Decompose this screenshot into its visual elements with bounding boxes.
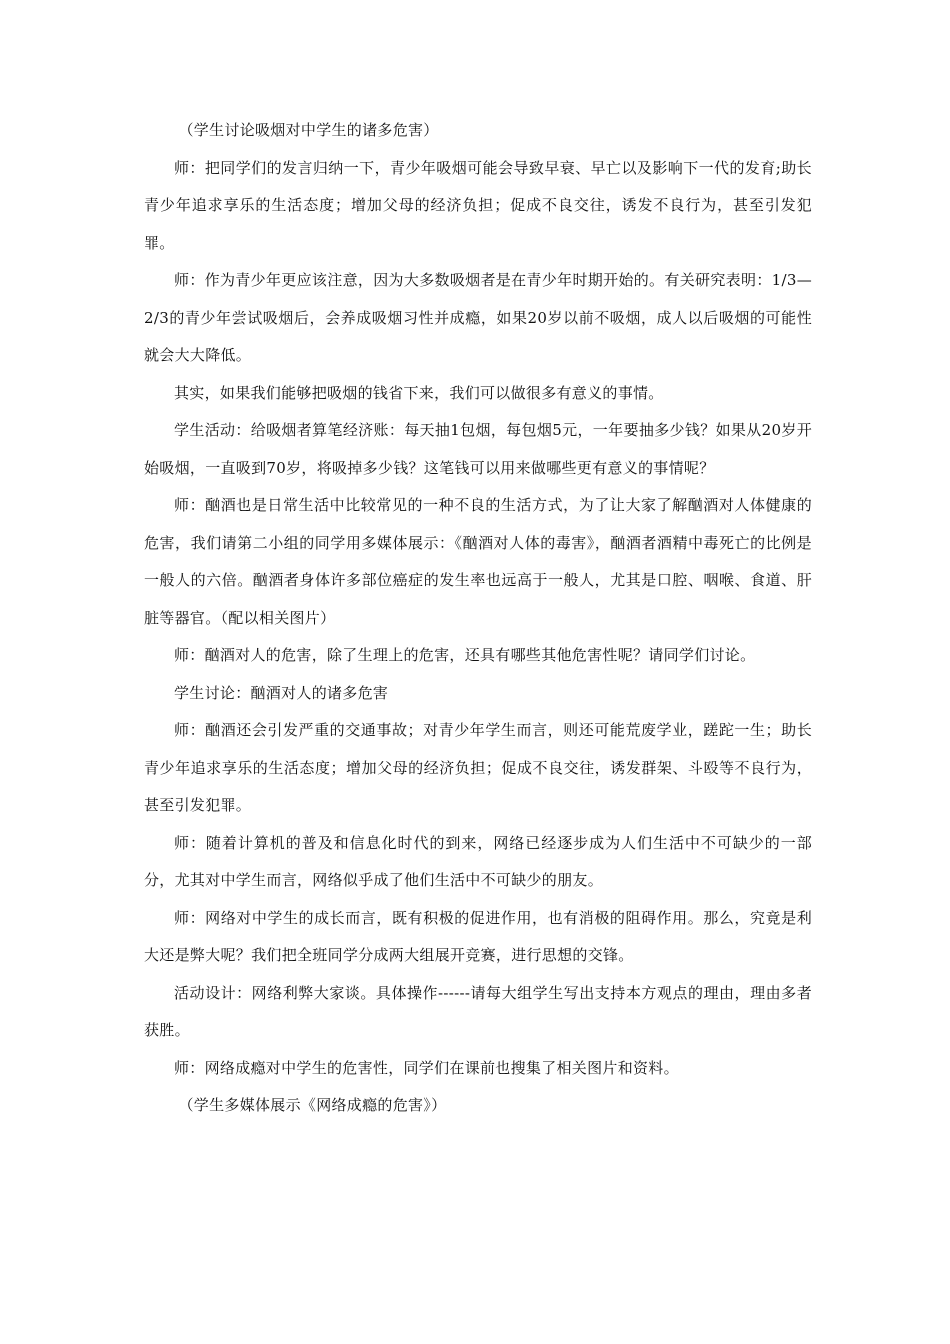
document-body (144, 112, 812, 1125)
paragraph-discussion-note: （学生讨论吸烟对中学生的诸多危害） (178, 121, 439, 139)
paragraph-activity-design: 活动设计：网络利弊大家谈。具体操作------请每大组学生写出支持本方观点的理由，理由多者获胜。 (144, 983, 812, 1039)
paragraph-alcohol-consequences: 师：酗酒还会引发严重的交通事故；对青少年学生而言，则还可能荒废学业，蹉跎一生；助长青少年追求享乐的生活态度；增加父母的经济负担；促成不良交往，诱发群架、斗殴等不良行为，甚至引发犯罪。 (144, 721, 812, 814)
paragraph-alcohol-question: 师：酗酒对人的危害，除了生理上的危害，还具有哪些其他危害性呢？请同学们讨论。 (174, 646, 756, 664)
paragraph-smoking-summary: 师：把同学们的发言归纳一下，青少年吸烟可能会导致早衰、早亡以及影响下一代的发育;助长青少年追求享乐的生活态度；增加父母的经济负担；促成不良交往，诱发不良行为，甚至引发犯罪。 (144, 158, 812, 252)
paragraph-internet-addiction: 师：网络成瘾对中学生的危害性，同学们在课前也搜集了相关图片和资料。 (174, 1058, 679, 1077)
paragraph-internet-debate: 师：网络对中学生的成长而言，既有积极的促进作用，也有消极的阻碍作用。那么，究竟是利大还是弊大呢？我们把全班同学分成两大组展开竞赛，进行思想的交锋。 (144, 908, 812, 964)
paragraph-student-activity-cost: 学生活动：给吸烟者算笔经济账：每天抽1包烟，每包烟5元，一年要抽多少钱？如果从20岁开始吸烟，一直吸到70岁，将吸掉多少钱？这笔钱可以用来做哪些更有意义的事情呢？ (144, 421, 812, 477)
paragraph-alcohol-harm: 师：酗酒也是日常生活中比较常见的一种不良的生活方式，为了让大家了解酗酒对人体健康的危害，我们请第二小组的同学用多媒体展示：《酗酒对人体的毒害》，酗酒者酒精中毒死亡的比例是一般人的六倍。酗酒者身体许多部位癌症的发生率也远高于一般人，尤其是口腔、咽喉、食道、肝脏等器官。（配以相关图片） (144, 496, 812, 627)
paragraph-save-money: 其实，如果我们能够把吸烟的钱省下来，我们可以做很多有意义的事情。 (174, 383, 664, 402)
paragraph-smoking-research: 师：作为青少年更应该注意，因为大多数吸烟者是在青少年时期开始的。有关研究表明：1/3—2/3的青少年尝试吸烟后，会养成吸烟习性并成瘾，如果20岁以前不吸烟，成人以后吸烟的可能性就会大大降低。 (144, 271, 812, 364)
paragraph-alcohol-discussion: 学生讨论：酗酒对人的诸多危害 (174, 683, 389, 702)
paragraph-internet-intro: 师：随着计算机的普及和信息化时代的到来，网络已经逐步成为人们生活中不可缺少的一部分，尤其对中学生而言，网络似乎成了他们生活中不可缺少的朋友。 (144, 833, 812, 889)
paragraph-multimedia-note: （学生多媒体展示《网络成瘾的危害》） (178, 1096, 447, 1114)
